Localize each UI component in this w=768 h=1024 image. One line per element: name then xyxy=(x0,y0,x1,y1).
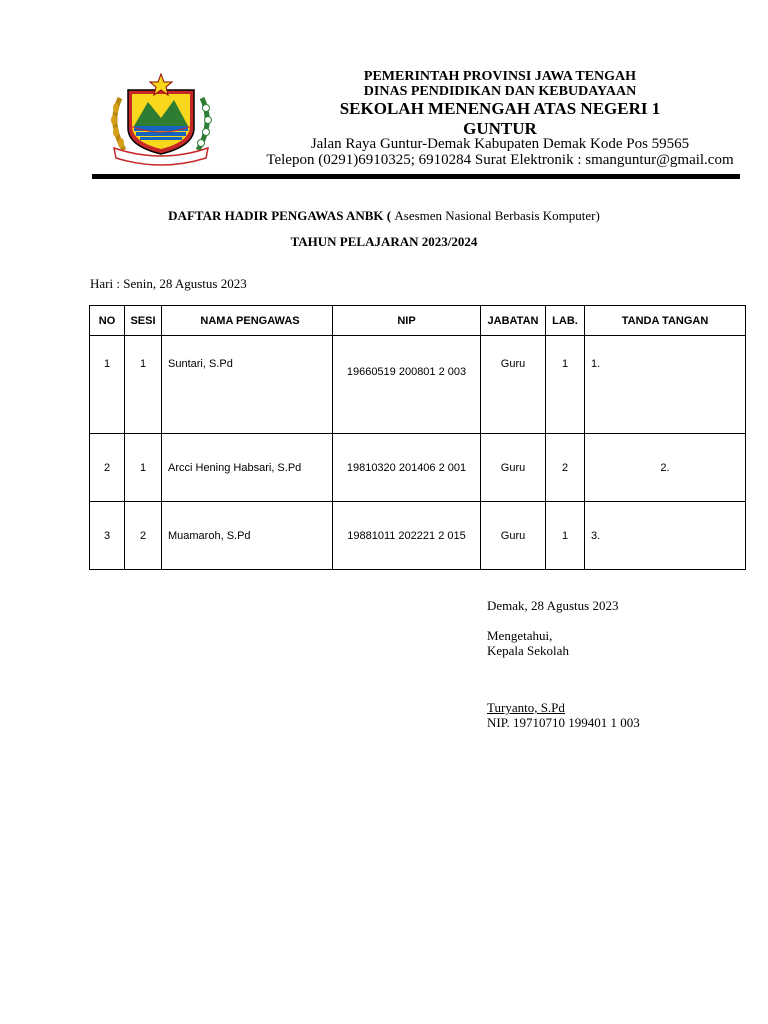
cell-jabatan: Guru xyxy=(481,502,546,570)
cell-signature: 3. xyxy=(585,502,746,570)
cell-lab: 2 xyxy=(546,434,585,502)
header-nip: NIP xyxy=(333,306,481,336)
cell-no: 2 xyxy=(90,434,125,502)
table-row xyxy=(90,336,746,434)
cell-nip: 19881011 202221 2 015 xyxy=(333,502,481,570)
header-lab: LAB. xyxy=(546,306,585,336)
cell-jabatan: Guru xyxy=(481,336,546,434)
header-tanda-tangan: TANDA TANGAN xyxy=(585,306,746,336)
cell-nip: 19810320 201406 2 001 xyxy=(333,434,481,502)
letterhead-divider xyxy=(92,174,740,179)
letterhead-school-city: GUNTUR xyxy=(463,119,537,138)
cell-sesi: 1 xyxy=(125,434,162,502)
letterhead-agency: DINAS PENDIDIKAN DAN KEBUDAYAAN xyxy=(363,84,637,99)
signature-name: Turyanto, S.Pd xyxy=(487,700,565,715)
table-row xyxy=(90,502,746,570)
cell-sesi: 1 xyxy=(125,336,162,434)
cell-nama: Muamaroh, S.Pd xyxy=(162,502,333,570)
header-no: NO xyxy=(90,306,125,336)
cell-signature: 1. xyxy=(585,336,746,434)
table-header-row xyxy=(90,306,746,336)
cell-nip: 19660519 200801 2 003 xyxy=(333,336,481,434)
letterhead-government: PEMERINTAH PROVINSI JAWA TENGAH xyxy=(363,69,637,84)
document-title-main: DAFTAR HADIR PENGAWAS ANBK ( xyxy=(168,208,395,223)
cell-lab: 1 xyxy=(546,502,585,570)
document-title-sub: Asesmen Nasional Berbasis Komputer) xyxy=(394,208,600,223)
letterhead-school: SEKOLAH MENENGAH ATAS NEGERI 1 xyxy=(339,99,661,118)
letterhead-contact: Telepon (0291)6910325; 6910284 Surat Elektronik : smanguntur@gmail.com xyxy=(266,152,734,168)
header-jabatan: JABATAN xyxy=(481,306,546,336)
cell-nama: Suntari, S.Pd xyxy=(162,336,333,434)
cell-signature: 2. xyxy=(585,434,746,502)
letterhead-address: Jalan Raya Guntur-Demak Kabupaten Demak Kode Pos 59565 xyxy=(310,136,690,152)
header-sesi: SESI xyxy=(125,306,162,336)
header-nama: NAMA PENGAWAS xyxy=(162,306,333,336)
cell-sesi: 2 xyxy=(125,502,162,570)
cell-no: 1 xyxy=(90,336,125,434)
signature-acknowledge: Mengetahui, xyxy=(487,628,553,643)
document-title xyxy=(90,208,678,224)
signature-nip: NIP. 19710710 199401 1 003 xyxy=(487,715,640,730)
cell-no: 3 xyxy=(90,502,125,570)
signature-role: Kepala Sekolah xyxy=(487,643,569,658)
cell-jabatan: Guru xyxy=(481,434,546,502)
document-academic-year: TAHUN PELAJARAN 2023/2024 xyxy=(290,234,478,249)
signature-place-date: Demak, 28 Agustus 2023 xyxy=(487,598,619,613)
attendance-table xyxy=(89,305,746,570)
cell-nama: Arcci Hening Habsari, S.Pd xyxy=(162,434,333,502)
table-row xyxy=(90,434,746,502)
cell-lab: 1 xyxy=(546,336,585,434)
document-day: Hari : Senin, 28 Agustus 2023 xyxy=(90,276,247,291)
